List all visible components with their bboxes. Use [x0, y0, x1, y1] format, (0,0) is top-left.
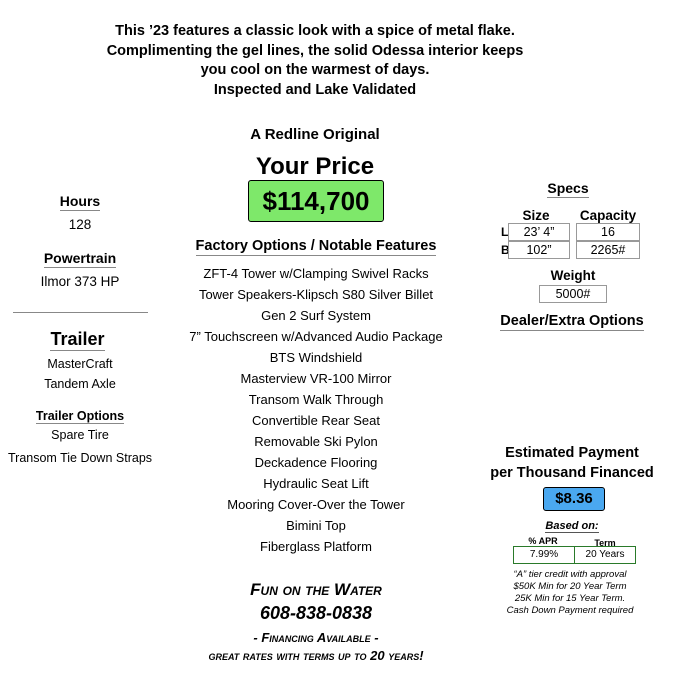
length-row-label: L	[501, 225, 509, 239]
term-value: 20 Years	[574, 546, 636, 564]
hours-heading	[30, 193, 130, 209]
trailer-brand: MasterCraft	[47, 357, 113, 371]
payment-badge: $8.36	[543, 487, 605, 511]
specs-label: Specs	[547, 180, 589, 196]
intro-line: Inspected and Lake Validated	[213, 81, 417, 98]
trailer-option-item: Spare Tire	[51, 428, 109, 442]
beam-value: 102”	[508, 241, 570, 259]
financing-fine-print	[500, 569, 640, 617]
intro-description	[100, 22, 530, 100]
based-on-heading	[530, 520, 614, 532]
list-item: Masterview VR-100 Mirror	[240, 371, 392, 386]
great-rates-tagline: great rates with terms up to 20 years!	[208, 648, 424, 663]
trailer-heading	[20, 329, 135, 350]
apr-label: % APR	[528, 536, 558, 546]
estimated-payment-line: Estimated Payment	[505, 445, 639, 461]
list-item: ZFT-4 Tower w/Clamping Swivel Racks	[203, 266, 429, 281]
fun-on-the-water-slogan: Fun on the Water	[250, 580, 382, 599]
list-item: Hydraulic Seat Lift	[263, 476, 369, 491]
list-item: BTS Windshield	[269, 350, 363, 365]
based-on-label: Based on:	[545, 520, 599, 532]
beam-row-label: B	[501, 243, 510, 257]
left-divider	[13, 312, 148, 313]
financing-available: - Financing Available -	[253, 630, 379, 645]
intro-line: you cool on the warmest of days.	[200, 62, 430, 78]
hours-label: Hours	[59, 193, 101, 209]
factory-options-list	[170, 263, 462, 557]
list-item: Convertible Rear Seat	[252, 413, 380, 428]
list-item: Bimini Top	[286, 518, 346, 533]
fine-print-line: 25K Min for 15 Year Term.	[514, 593, 626, 604]
fine-print-line: “A” tier credit with approval	[513, 569, 627, 580]
capacity-column-label: Capacity	[579, 208, 637, 223]
powertrain-value: Ilmor 373 HP	[40, 274, 120, 289]
dealer-options-title: Dealer/Extra Options	[500, 313, 644, 329]
list-item: Removable Ski Pylon	[254, 434, 378, 449]
fine-print-line: $50K Min for 20 Year Term	[513, 581, 627, 592]
list-item: Transom Walk Through	[248, 392, 384, 407]
powertrain-label: Powertrain	[43, 250, 117, 266]
trailer-options-label: Trailer Options	[35, 409, 125, 423]
trailer-option-item: Transom Tie Down Straps	[7, 451, 153, 465]
weight-label: Weight	[550, 268, 596, 283]
list-item: Mooring Cover-Over the Tower	[227, 497, 405, 512]
redline-tagline: A Redline Original	[250, 126, 380, 143]
apr-value: 7.99%	[513, 546, 575, 564]
list-item: 7” Touchscreen w/Advanced Audio Package	[189, 329, 443, 344]
powertrain-heading	[20, 250, 140, 266]
factory-options-title: Factory Options / Notable Features	[195, 238, 437, 254]
list-item: Gen 2 Surf System	[261, 308, 371, 323]
fine-print-line: Cash Down Payment required	[506, 605, 634, 616]
price-badge: $114,700	[248, 180, 384, 222]
list-item: Fiberglass Platform	[260, 539, 372, 554]
phone-number: 608-838-0838	[259, 603, 373, 623]
capacity-weight-value: 2265#	[576, 241, 640, 259]
estimated-payment-line: per Thousand Financed	[490, 464, 654, 481]
trailer-options-heading	[20, 409, 140, 423]
intro-line: This ’23 features a classic look with a spice of metal flake.	[115, 23, 515, 39]
term-label: Term	[594, 538, 616, 548]
weight-value: 5000#	[539, 285, 607, 303]
size-column-label: Size	[522, 208, 550, 223]
intro-line: Complimenting the gel lines, the solid Odessa interior keeps	[106, 42, 524, 59]
your-price-label: Your Price	[255, 153, 375, 180]
dealer-options-heading	[492, 313, 652, 329]
length-value: 23’ 4”	[508, 223, 570, 241]
capacity-people-value: 16	[576, 223, 640, 241]
hours-value: 128	[68, 217, 92, 232]
estimated-payment-heading	[486, 444, 658, 483]
specs-heading	[528, 180, 608, 196]
list-item: Deckadence Flooring	[254, 455, 378, 470]
trailer-axle: Tandem Axle	[44, 377, 116, 391]
factory-options-heading	[185, 238, 447, 254]
trailer-label: Trailer	[50, 329, 105, 349]
list-item: Tower Speakers-Klipsch S80 Silver Billet	[198, 287, 434, 302]
